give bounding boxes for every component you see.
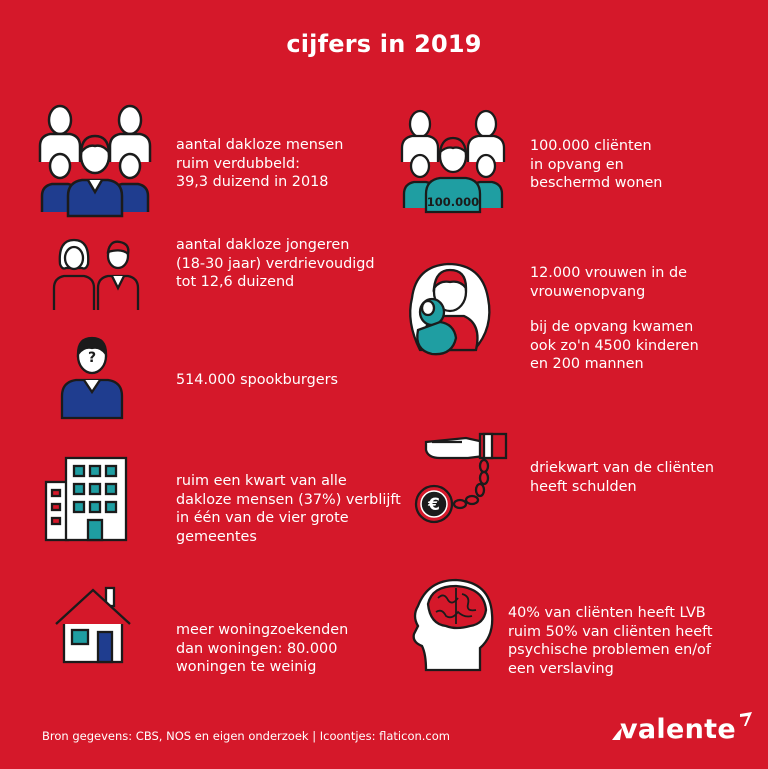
valente-logo: valente (620, 714, 736, 745)
family-group-icon (36, 100, 154, 218)
client-count-badge: 100.000 (426, 195, 480, 209)
ghost-citizens-text: 514.000 spookburgers (176, 372, 338, 388)
hand-debt-chain-icon (410, 428, 512, 530)
debts-text: driekwart van de cliënten heeft schulden (530, 460, 715, 495)
children-men-text: bij de opvang kwamen ook zo'n 4500 kinderen en 200 mannen (530, 319, 699, 372)
clients-shelter-text: 100.000 cliënten in opvang en beschermd wonen (530, 138, 663, 191)
head-brain-icon (408, 576, 498, 674)
housing-shortage-text: meer woningzoekenden dan woningen: 80.000 woningen te weinig (176, 622, 349, 675)
mother-child-icon (404, 258, 496, 358)
question-person-icon (60, 334, 124, 420)
source-credits: Bron gegevens: CBS, NOS en eigen onderzoek | Icoontjes: flaticon.com (42, 729, 450, 743)
logo-tick-icon (740, 712, 752, 726)
big-cities-text: ruim een kwart van alle dakloze mensen (37%) verblijft in één van de vier grote gemeentes (176, 473, 401, 545)
euro-coin-symbol: € (428, 495, 440, 515)
women-shelter-text: 12.000 vrouwen in de vrouwenopvang (530, 265, 687, 300)
client-group-icon (398, 104, 508, 214)
young-couple-icon (50, 234, 142, 312)
house-icon (54, 584, 132, 664)
svg-text:?: ? (87, 350, 97, 366)
homeless-doubled-text: aantal dakloze mensen ruim verdubbeld: 39,3 duizend in 2018 (176, 137, 344, 190)
homeless-youth-text: aantal dakloze jongeren (18-30 jaar) verdrievoudigd tot 12,6 duizend (176, 237, 375, 290)
page-title: cijfers in 2019 (286, 30, 482, 58)
apartment-building-icon (44, 454, 136, 542)
mental-health-text: 40% van cliënten heeft LVB ruim 50% van cliënten heeft psychische problemen en/of een verslaving (508, 605, 713, 677)
